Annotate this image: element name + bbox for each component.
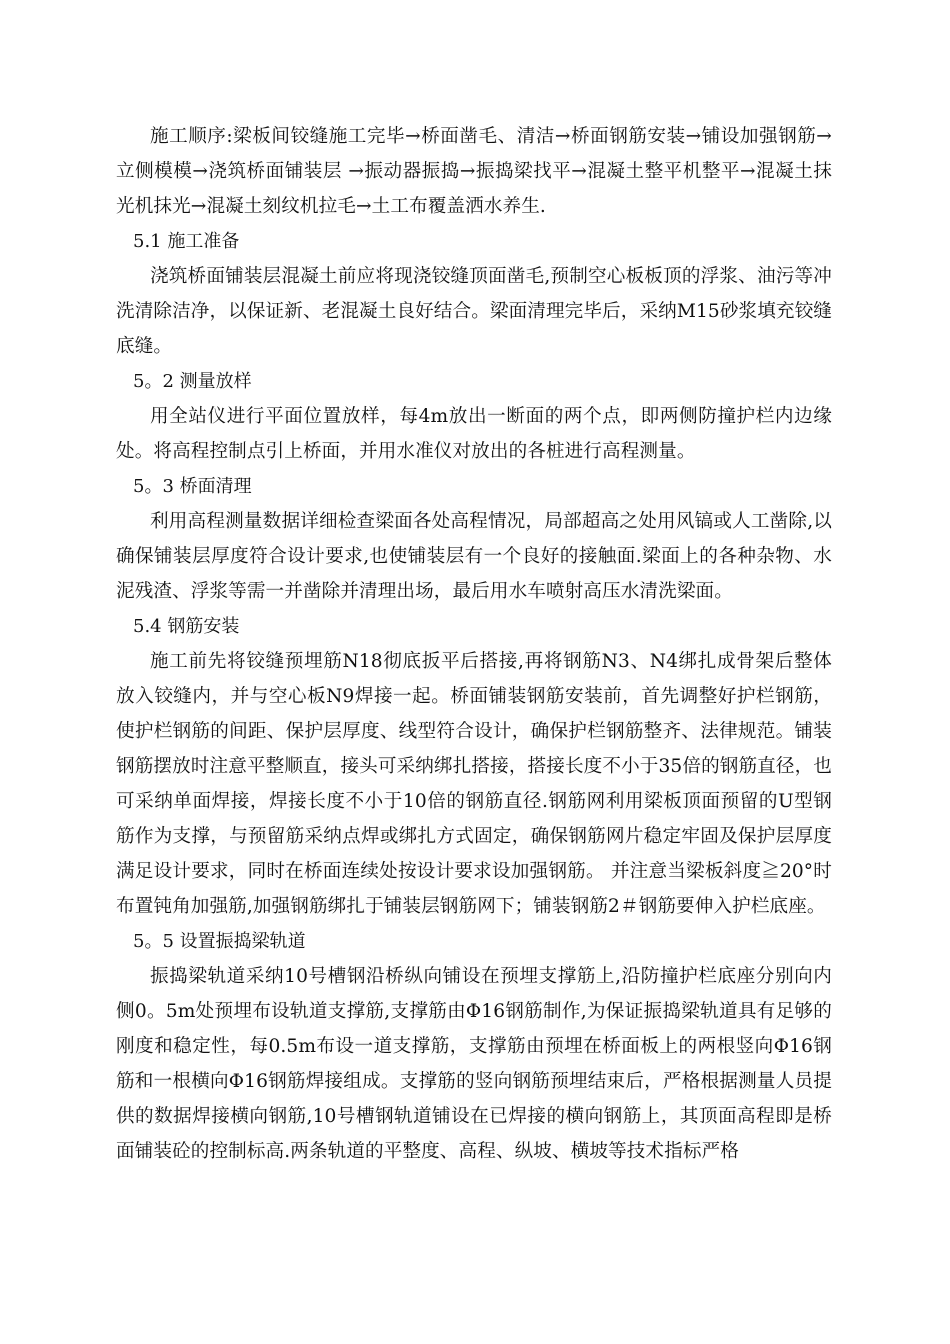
section-heading-5-5: 5。5 设置振捣梁轨道 [133,931,306,952]
paragraph-survey-layout: 用全站仪进行平面位置放样，每4m放出一断面的两个点，即两侧防撞护栏内边缘处。将高程控制点引上桥面，并用水准仪对放出的各桩进行高程测量。 [116,406,832,462]
section-heading-5-3: 5。3 桥面清理 [133,476,252,497]
section-heading-5-4: 5.4 钢筋安装 [133,616,240,637]
paragraph-construction-sequence: 施工顺序:梁板间铰缝施工完毕→桥面凿毛、清洁→桥面钢筋安装→铺设加强钢筋→立侧模模→浇筑桥面铺装层 →振动器振捣→振捣梁找平→混凝土整平机整平→混凝土抹光机抹光→混凝土刻纹机拉毛→土工布覆盖洒水养生. [116,126,832,217]
paragraph-preparation: 浇筑桥面铺装层混凝土前应将现浇铰缝顶面凿毛,预制空心板板顶的浮浆、油污等冲洗清除洁净，以保证新、老混凝土良好结合。梁面清理完毕后，采纳M15砂浆填充铰缝底缝。 [116,266,832,357]
section-heading-5-1: 5.1 施工准备 [133,231,240,252]
paragraph-deck-cleaning: 利用高程测量数据详细检查梁面各处高程情况，局部超高之处用风镐或人工凿除,以确保铺装层厚度符合设计要求,也使铺装层有一个良好的接触面.梁面上的各种杂物、水泥残渣、浮浆等需一并凿除并清理出场，最后用水车喷射高压水清洗梁面。 [116,511,832,602]
paragraph-vibrating-beam-track: 振捣梁轨道采纳10号槽钢沿桥纵向铺设在预埋支撑筋上,沿防撞护栏底座分别向内侧0。5m处预埋布设轨道支撑筋,支撑筋由Φ16钢筋制作,为保证振捣梁轨道具有足够的刚度和稳定性，每0.5m布设一道支撑筋，支撑筋由预埋在桥面板上的两根竖向Φ16钢筋和一根横向Φ16钢筋焊接组成。支撑筋的竖向钢筋预埋结束后，严格根据测量人员提供的数据焊接横向钢筋,10号槽钢轨道铺设在已焊接的横向钢筋上，其顶面高程即是桥面铺装砼的控制标高.两条轨道的平整度、高程、纵坡、横坡等技术指标严格 [116,966,832,1162]
document-body [116,119,832,1169]
section-heading-5-2: 5。2 测量放样 [133,371,252,392]
paragraph-rebar-installation: 施工前先将铰缝预埋筋N18彻底扳平后搭接,再将钢筋N3、N4绑扎成骨架后整体放入铰缝内，并与空心板N9焊接一起。桥面铺装钢筋安装前，首先调整好护栏钢筋，使护栏钢筋的间距、保护层厚度、线型符合设计，确保护栏钢筋整齐、法律规范。铺装钢筋摆放时注意平整顺直，接头可采纳绑扎搭接，搭接长度不小于35倍的钢筋直径，也可采纳单面焊接，焊接长度不小于10倍的钢筋直径.钢筋网利用梁板顶面预留的U型钢筋作为支撑，与预留筋采纳点焊或绑扎方式固定，确保钢筋网片稳定牢固及保护层厚度满足设计要求，同时在桥面连续处按设计要求设加强钢筋。 并注意当梁板斜度≧20°时布置钝角加强筋,加强钢筋绑扎于铺装层钢筋网下；铺装钢筋2＃钢筋要伸入护栏底座。 [116,651,832,917]
